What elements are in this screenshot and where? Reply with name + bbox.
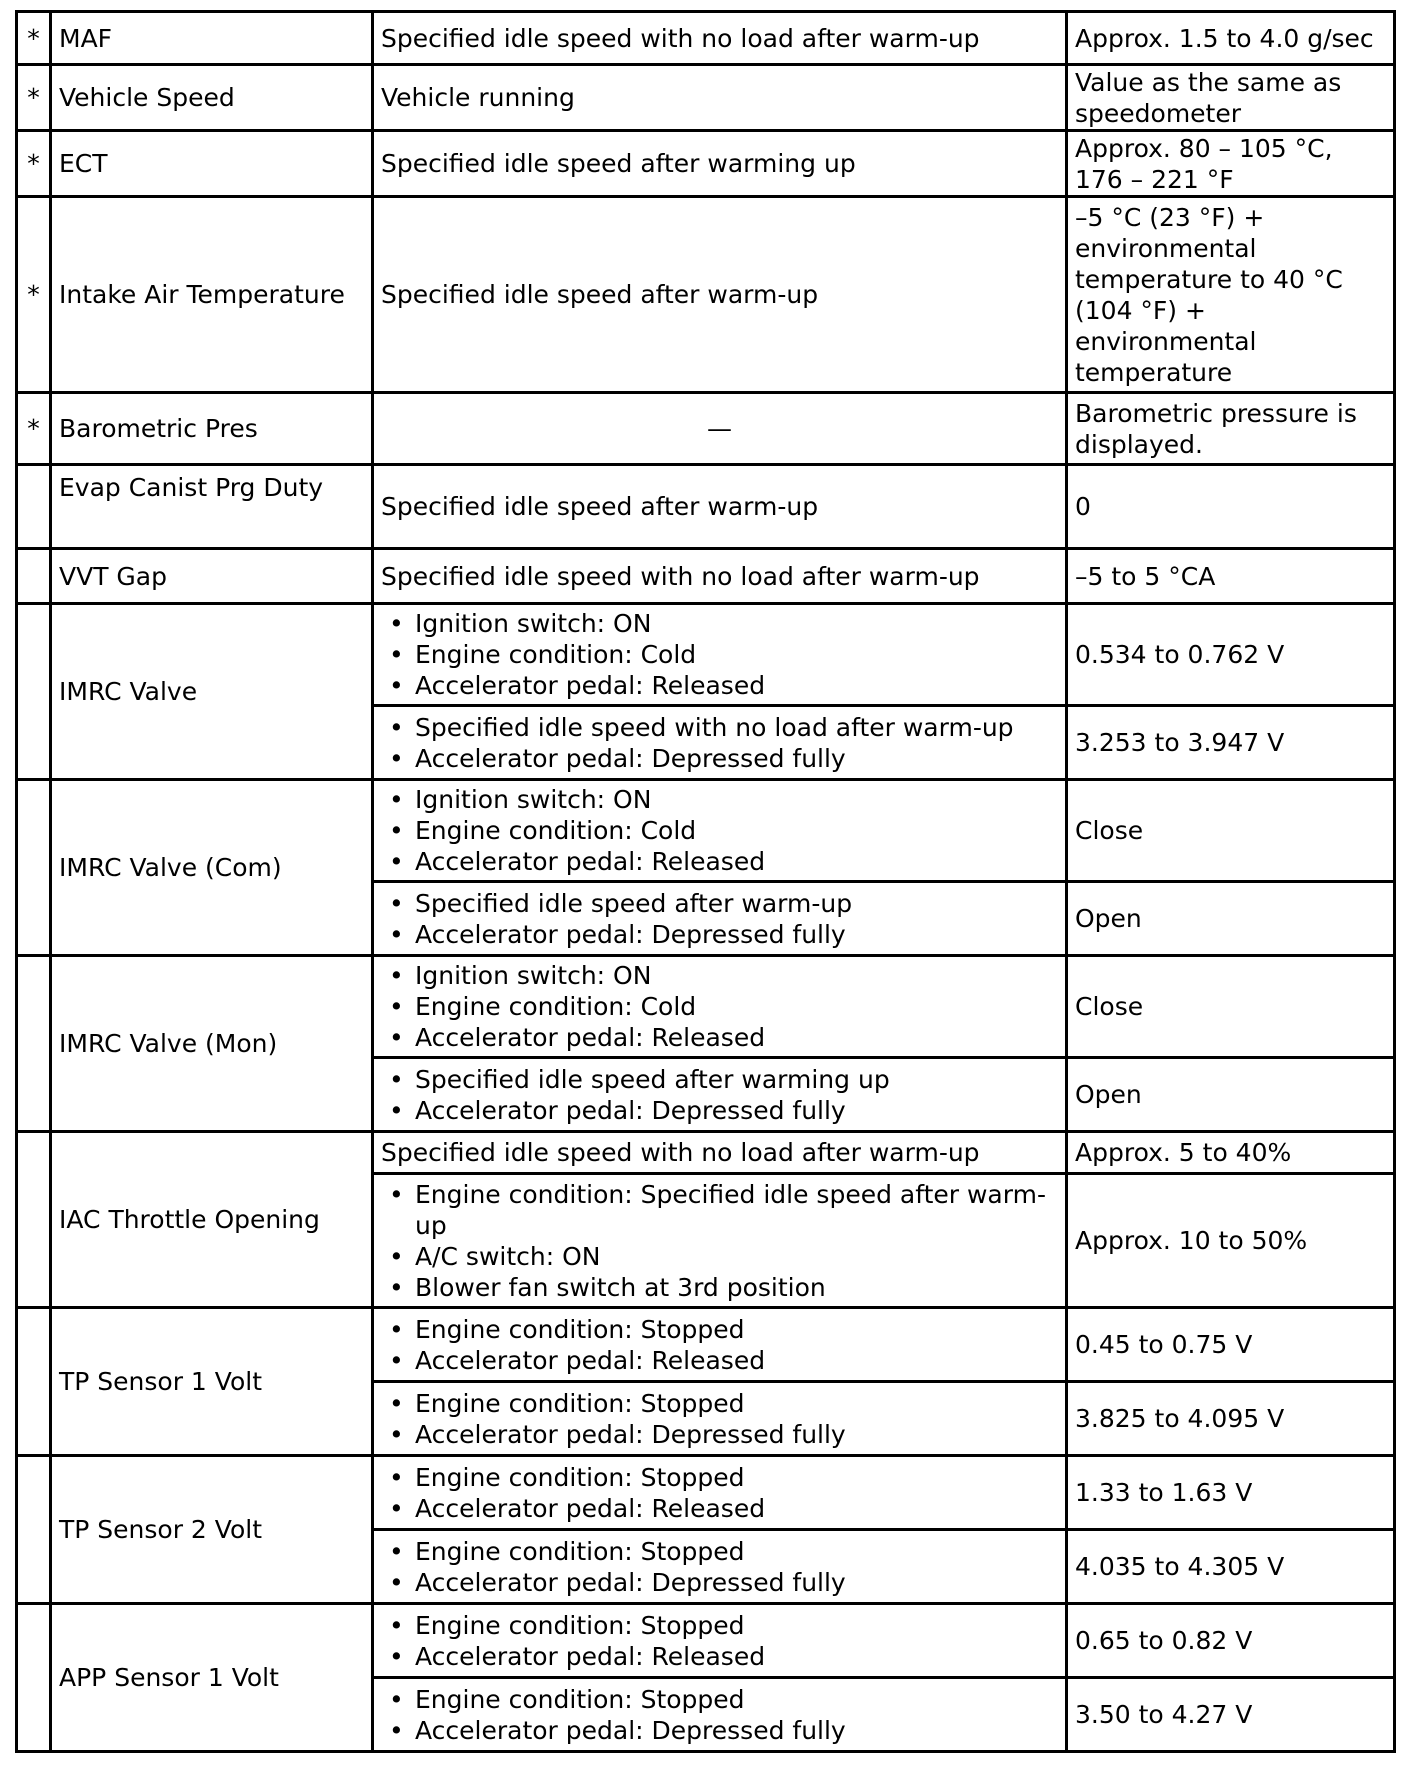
condition-list <box>373 1308 1067 1382</box>
spec-value: –5 °C (23 °F) + environmental temperature to 40 °C (104 °F) + environmental temperature <box>1067 197 1395 393</box>
condition-text: Specified idle speed with no load after warm-up <box>373 1132 1067 1174</box>
table-row <box>17 956 1395 1058</box>
reference-mark <box>17 1604 51 1752</box>
spec-value: 0 <box>1067 465 1395 549</box>
table-row <box>17 393 1395 465</box>
table-row <box>17 1132 1395 1174</box>
reference-mark <box>17 604 51 780</box>
data-monitor-spec-table <box>15 10 1396 1753</box>
condition-item: • Engine condition: Stopped <box>407 1314 1058 1345</box>
table-row <box>17 604 1395 706</box>
item-name: Barometric Pres <box>51 393 373 465</box>
reference-mark <box>17 956 51 1132</box>
condition-item: • Accelerator pedal: Depressed fully <box>407 919 1058 950</box>
condition-item: • Engine condition: Cold <box>407 639 1058 670</box>
reference-mark <box>17 1132 51 1308</box>
spec-value: Close <box>1067 956 1395 1058</box>
condition-item: • Engine condition: Cold <box>407 815 1058 846</box>
item-name: Vehicle Speed <box>51 65 373 131</box>
item-name: IMRC Valve (Mon) <box>51 956 373 1132</box>
spec-value: 0.65 to 0.82 V <box>1067 1604 1395 1678</box>
table-row <box>17 465 1395 549</box>
condition-list <box>373 604 1067 706</box>
reference-mark: * <box>17 12 51 65</box>
spec-value: 4.035 to 4.305 V <box>1067 1530 1395 1604</box>
condition-text: Specified idle speed with no load after warm-up <box>373 549 1067 604</box>
condition-item: • Engine condition: Specified idle speed after warm-up <box>407 1179 1058 1241</box>
item-name: TP Sensor 1 Volt <box>51 1308 373 1456</box>
condition-list <box>373 956 1067 1058</box>
condition-text: Specified idle speed after warm-up <box>373 197 1067 393</box>
item-name: Intake Air Temperature <box>51 197 373 393</box>
condition-item: • Accelerator pedal: Depressed fully <box>407 1095 1058 1126</box>
item-name: ECT <box>51 131 373 197</box>
condition-list <box>373 1530 1067 1604</box>
condition-list <box>373 882 1067 956</box>
spec-value: Approx. 80 – 105 °C, 176 – 221 °F <box>1067 131 1395 197</box>
spec-value: Close <box>1067 780 1395 882</box>
spec-value: Approx. 10 to 50% <box>1067 1174 1395 1308</box>
condition-item: • Specified idle speed after warming up <box>407 1064 1058 1095</box>
spec-value: Open <box>1067 882 1395 956</box>
reference-mark <box>17 549 51 604</box>
condition-item: • Accelerator pedal: Released <box>407 1641 1058 1672</box>
condition-item: • Accelerator pedal: Released <box>407 670 1058 701</box>
condition-item: • Accelerator pedal: Depressed fully <box>407 1715 1058 1746</box>
condition-item: • Engine condition: Stopped <box>407 1388 1058 1419</box>
table-row <box>17 1604 1395 1678</box>
condition-item: • Specified idle speed with no load after warm-up <box>407 712 1058 743</box>
condition-text: Specified idle speed with no load after warm-up <box>373 12 1067 65</box>
condition-item: • Accelerator pedal: Depressed fully <box>407 1419 1058 1450</box>
spec-value: Value as the same as speedometer <box>1067 65 1395 131</box>
spec-value: Open <box>1067 1058 1395 1132</box>
item-name: IMRC Valve (Com) <box>51 780 373 956</box>
condition-item: • Accelerator pedal: Released <box>407 1493 1058 1524</box>
spec-value: Approx. 1.5 to 4.0 g/sec <box>1067 12 1395 65</box>
spec-value: 3.825 to 4.095 V <box>1067 1382 1395 1456</box>
reference-mark <box>17 1308 51 1456</box>
condition-item: • Ignition switch: ON <box>407 784 1058 815</box>
condition-list <box>373 1456 1067 1530</box>
spec-value: 3.253 to 3.947 V <box>1067 706 1395 780</box>
reference-mark: * <box>17 131 51 197</box>
table-row <box>17 197 1395 393</box>
condition-text: — <box>373 393 1067 465</box>
condition-item: • Ignition switch: ON <box>407 608 1058 639</box>
condition-item: • Engine condition: Stopped <box>407 1684 1058 1715</box>
condition-text: Specified idle speed after warming up <box>373 131 1067 197</box>
condition-list <box>373 780 1067 882</box>
condition-list <box>373 706 1067 780</box>
condition-item: • Accelerator pedal: Released <box>407 1022 1058 1053</box>
reference-mark: * <box>17 393 51 465</box>
table-row <box>17 131 1395 197</box>
spec-table-container <box>15 10 1396 1753</box>
table-row <box>17 1308 1395 1382</box>
spec-value: –5 to 5 °CA <box>1067 549 1395 604</box>
spec-value: 1.33 to 1.63 V <box>1067 1456 1395 1530</box>
condition-item: • Blower fan switch at 3rd position <box>407 1272 1058 1303</box>
condition-list <box>373 1678 1067 1752</box>
condition-item: • Engine condition: Stopped <box>407 1610 1058 1641</box>
condition-list <box>373 1604 1067 1678</box>
item-name: APP Sensor 1 Volt <box>51 1604 373 1752</box>
item-name: VVT Gap <box>51 549 373 604</box>
condition-item: • Accelerator pedal: Depressed fully <box>407 1567 1058 1598</box>
table-row <box>17 65 1395 131</box>
condition-list <box>373 1382 1067 1456</box>
condition-list <box>373 1174 1067 1308</box>
reference-mark: * <box>17 197 51 393</box>
reference-mark <box>17 465 51 549</box>
reference-mark <box>17 780 51 956</box>
reference-mark: * <box>17 65 51 131</box>
condition-text: Vehicle running <box>373 65 1067 131</box>
condition-text: Specified idle speed after warm-up <box>373 465 1067 549</box>
item-name: MAF <box>51 12 373 65</box>
table-row <box>17 12 1395 65</box>
condition-item: • Accelerator pedal: Released <box>407 846 1058 877</box>
condition-item: • Engine condition: Stopped <box>407 1462 1058 1493</box>
table-row <box>17 780 1395 882</box>
spec-value: Barometric pressure is displayed. <box>1067 393 1395 465</box>
condition-item: • A/C switch: ON <box>407 1241 1058 1272</box>
condition-item: • Specified idle speed after warm-up <box>407 888 1058 919</box>
item-name: TP Sensor 2 Volt <box>51 1456 373 1604</box>
spec-value: 0.534 to 0.762 V <box>1067 604 1395 706</box>
item-name: IAC Throttle Opening <box>51 1132 373 1308</box>
item-name: IMRC Valve <box>51 604 373 780</box>
item-name: Evap Canist Prg Duty <box>51 465 373 549</box>
spec-value: Approx. 5 to 40% <box>1067 1132 1395 1174</box>
condition-item: • Engine condition: Cold <box>407 991 1058 1022</box>
condition-item: • Ignition switch: ON <box>407 960 1058 991</box>
condition-item: • Accelerator pedal: Released <box>407 1345 1058 1376</box>
condition-item: • Accelerator pedal: Depressed fully <box>407 743 1058 774</box>
spec-value: 0.45 to 0.75 V <box>1067 1308 1395 1382</box>
condition-list <box>373 1058 1067 1132</box>
reference-mark <box>17 1456 51 1604</box>
spec-value: 3.50 to 4.27 V <box>1067 1678 1395 1752</box>
condition-item: • Engine condition: Stopped <box>407 1536 1058 1567</box>
table-row <box>17 549 1395 604</box>
table-row <box>17 1456 1395 1530</box>
